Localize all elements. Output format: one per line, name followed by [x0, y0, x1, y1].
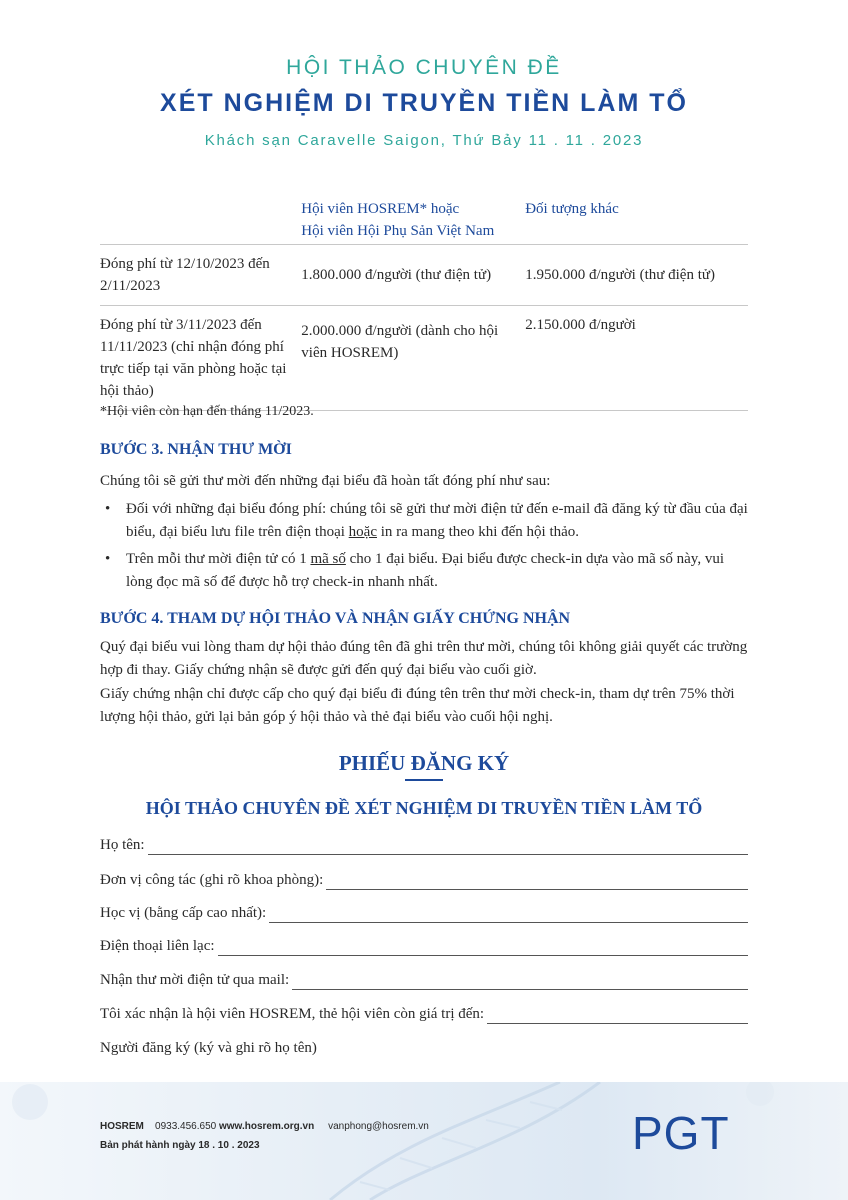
fee-period-cell: Đóng phí từ 3/11/2023 đến 11/11/2023 (chỉ nhận đóng phí trực tiếp tại văn phòng hoặc tại hội thảo): [100, 306, 301, 411]
step4-paragraph-2: Giấy chứng nhận chỉ được cấp cho quý đại biểu đi đúng tên trên thư mời check-in, tham dự trên 75% thời lượng hội thảo, gửi lại bản góp ý hội thảo và thẻ đại biểu vào cuối hội nghị.: [100, 686, 735, 725]
footer-phone: 0933.456.650: [155, 1121, 217, 1132]
field-label: Nhận thư mời điện tử qua mail:: [100, 972, 290, 988]
event-title: XÉT NGHIỆM DI TRUYỀN TIỀN LÀM TỔ: [160, 89, 688, 117]
bullet-icon: •: [105, 551, 111, 567]
signature-field[interactable]: [100, 1038, 748, 1058]
footer-release-date: Bản phát hành ngày 18 . 10 . 2023: [100, 1140, 260, 1151]
fee-table-header-row: [100, 198, 748, 245]
bullet-icon: •: [105, 501, 111, 517]
event-venue-date: Khách sạn Caravelle Saigon, Thứ Bảy 11 . 11 . 2023: [204, 132, 644, 149]
event-kicker: HỘI THẢO CHUYÊN ĐỀ: [286, 56, 562, 79]
email-field[interactable]: [100, 970, 748, 990]
form-title: PHIẾU ĐĂNG KÝ: [338, 751, 510, 775]
header-member-line2: Hội viên Hội Phụ Sản Việt Nam: [301, 223, 495, 239]
fill-line[interactable]: [326, 875, 748, 890]
underlined-text: mã số: [310, 551, 346, 567]
phone-field[interactable]: [100, 936, 748, 956]
step4-paragraph-1: Quý đại biểu vui lòng tham dự hội thảo đúng tên đã ghi trên thư mời, chúng tôi không giải quyết các trường hợp đi thay. Giấy chứng nhận sẽ được gửi đến quý đại biểu vào cuối giờ.: [100, 639, 748, 678]
header-member-line1: Hội viên HOSREM* hoặc: [301, 201, 460, 217]
step3-heading: BƯỚC 3. NHẬN THƯ MỜI: [100, 441, 292, 458]
field-label: Đơn vị công tác (ghi rõ khoa phòng):: [100, 872, 324, 888]
workplace-field[interactable]: [100, 870, 748, 890]
field-label: Họ tên:: [100, 837, 145, 853]
field-label: Học vị (bằng cấp cao nhất):: [100, 905, 267, 921]
membership-validity-field[interactable]: [100, 1004, 748, 1024]
fee-member-cell: 1.800.000 đ/người (thư điện tử): [301, 245, 525, 306]
fill-line[interactable]: [487, 1009, 748, 1024]
fill-line[interactable]: [148, 840, 748, 855]
fee-period-cell: Đóng phí từ 12/10/2023 đến 2/11/2023: [100, 245, 301, 306]
footer-website[interactable]: www.hosrem.org.vn: [218, 1121, 315, 1132]
fill-line[interactable]: [218, 941, 748, 956]
footer-contact-line: [100, 1121, 429, 1132]
fee-member-cell: 2.000.000 đ/người (dành cho hội viên HOSREM): [301, 306, 525, 411]
table-row: [100, 245, 748, 306]
title-underline: [405, 779, 443, 781]
footer-org: HOSREM: [100, 1121, 144, 1132]
step4-heading: BƯỚC 4. THAM DỰ HỘI THẢO VÀ NHẬN GIẤY CHỨNG NHẬN: [100, 610, 571, 627]
signature-label: Người đăng ký (ký và ghi rõ họ tên): [100, 1040, 317, 1056]
step3-bullet-list: [100, 498, 750, 598]
fill-line[interactable]: [292, 975, 748, 990]
underlined-text: hoặc: [348, 524, 377, 540]
fee-table: [100, 198, 748, 411]
form-subtitle: HỘI THẢO CHUYÊN ĐỀ XÉT NGHIỆM DI TRUYỀN TIỀN LÀM TỔ: [145, 798, 703, 818]
step3-intro: Chúng tôi sẽ gửi thư mời đến những đại biểu đã hoàn tất đóng phí như sau:: [100, 473, 551, 489]
fee-table-header-empty: [100, 198, 301, 245]
field-label: Điện thoại liên lạc:: [100, 938, 215, 954]
fill-line[interactable]: [269, 908, 748, 923]
fee-other-cell: 2.150.000 đ/người: [525, 306, 748, 411]
field-label: Tôi xác nhận là hội viên HOSREM, thẻ hội viên còn giá trị đến:: [100, 1006, 485, 1022]
list-item: • Trên mỗi thư mời điện tử có 1 mã số cho 1 đại biểu. Đại biểu được check-in dựa vào mã số này, vui lòng đọc mã số để được hỗ trợ check-in nhanh nhất.: [100, 548, 750, 594]
name-field[interactable]: [100, 835, 748, 855]
fee-other-cell: 1.950.000 đ/người (thư điện tử): [525, 245, 748, 306]
pgt-logo: PGT: [632, 1107, 730, 1159]
membership-note: *Hội viên còn hạn đến tháng 11/2023.: [100, 404, 314, 419]
fee-table-header-other: Đối tượng khác: [525, 198, 748, 245]
footer-email[interactable]: vanphong@hosrem.vn: [328, 1121, 429, 1132]
list-item: • Đối với những đại biểu đóng phí: chúng tôi sẽ gửi thư mời điện tử đến e-mail đã đăng ký từ đầu của đại biểu, đại biểu lưu file trên điện thoại hoặc in ra mang theo khi đến hội thảo.: [100, 498, 750, 544]
fee-table-header-member: [301, 198, 525, 245]
degree-field[interactable]: [100, 903, 748, 923]
table-row: [100, 306, 748, 411]
